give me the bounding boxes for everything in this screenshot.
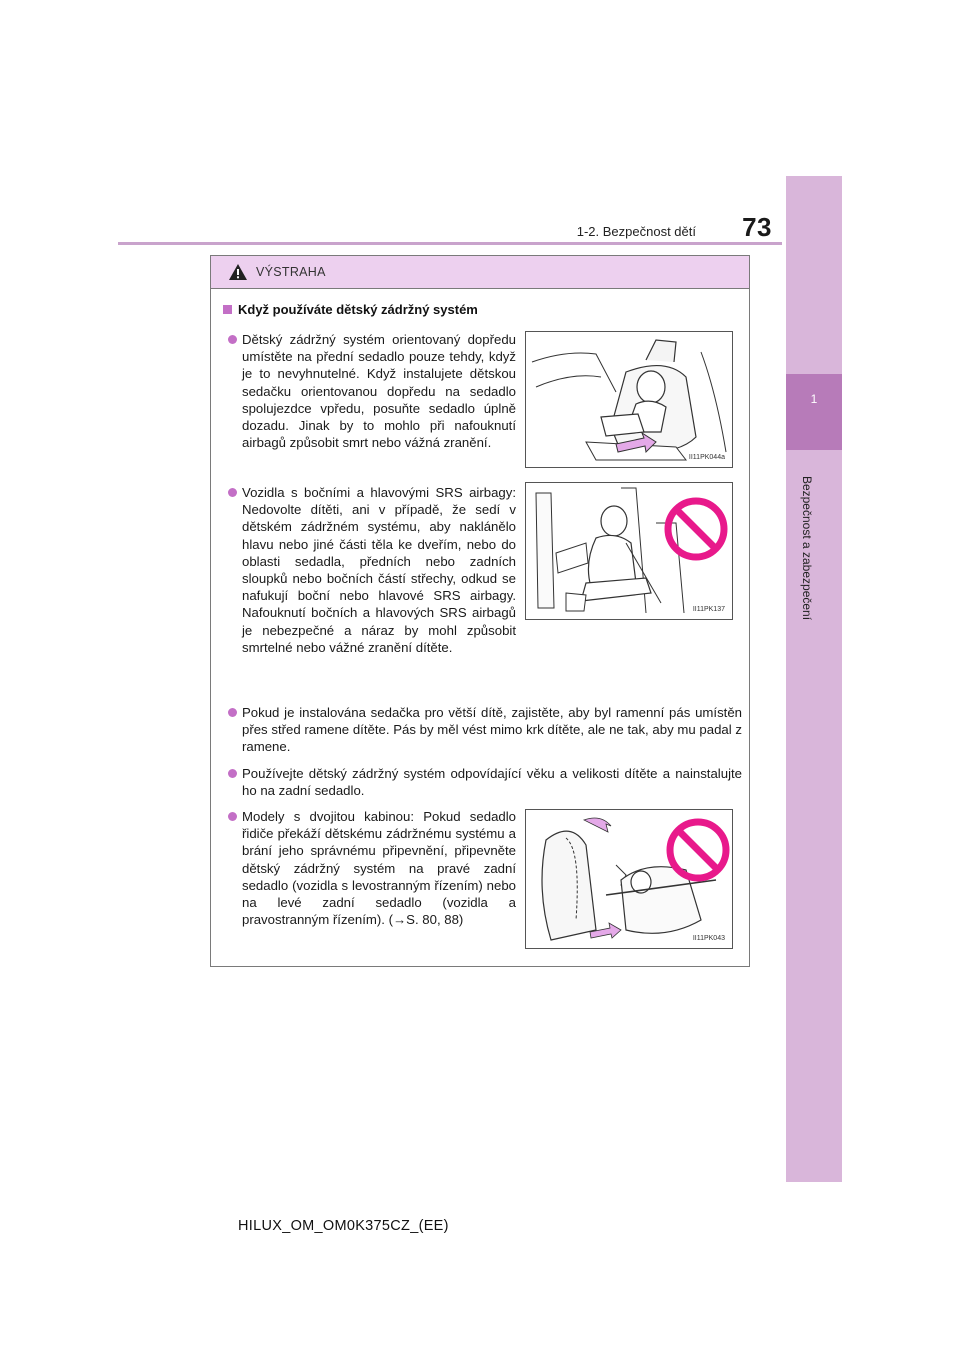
warning-item-text: Pokud je instalována sedačka pro větší dítě, zajistěte, aby byl ramenní pás umístěn přes střed ramene dítěte. Pás by měl vést mimo krk dítěte, ale ne tak, aby mu padal z ramene.: [242, 705, 742, 755]
square-bullet-icon: [223, 305, 232, 314]
warning-subhead: [223, 302, 478, 317]
bullet-icon: [228, 769, 237, 778]
page-number: 73: [742, 212, 772, 242]
bullet-icon: [228, 812, 237, 821]
figure-side-airbag-child: [525, 482, 733, 620]
warning-item-text: Dětský zádržný systém orientovaný dopředu umístěte na přední sedadlo pouze tehdy, když je to nevyhnutelné. Když instalujete dětskou sedačku orientovanou dopředu na sedadlo spolujezdce vpředu, posuňte sedadlo úplně dozadu. Jinak by to mohlo při nafouknutí airbagů způsobit smrt nebo vážná zranění.: [242, 332, 516, 451]
section-title: 1-2. Bezpečnost dětí: [576, 224, 696, 239]
figure-double-cab-seat: [525, 809, 733, 949]
bullet-icon: [228, 335, 237, 344]
chapter-title: Bezpečnost a zabezpečení: [800, 475, 814, 621]
warning-label: VÝSTRAHA: [256, 265, 326, 279]
warning-triangle-icon: [228, 263, 248, 281]
side-airbag-illustration: [526, 483, 732, 619]
header-rule: [118, 242, 782, 245]
bullet-icon: [228, 488, 237, 497]
warning-item-text: Modely s dvojitou kabinou: Pokud sedadlo řidiče překáží dětskému zádržnému systému a brání jeho správnému připevnění, připevněte dětský zádržný systém na pravé zadní sedadlo (vozidla s levostranným řízením) nebo na levé zadní sedadlo (vozidla a pravostranným řízením). (→S. 80, 88): [242, 809, 516, 928]
figure-id: II11PK044a: [688, 454, 725, 461]
warning-item-text: Vozidla s bočními a hlavovými SRS airbagy: Nedovolte dítěti, ani v případě, že sedí v dětském zádržném systému, aby naklánělo hlavu nebo jiné části těla ke dveřím, nebo do oblasti sedadla, předních nebo zadních sloupků nebo bočních částí střechy, odkud se nafukují boční nebo hlavové SRS airbagy. Nafouknutí bočních a hlavových SRS airbagů je nebezpečné a náraz by mohl způsobit smrtelné nebo vážné zranění dítěte.: [242, 485, 516, 655]
warning-box: [210, 255, 750, 967]
warning-subhead-text: Když používáte dětský zádržný systém: [238, 302, 478, 317]
warning-item: [242, 808, 516, 928]
figure-front-seat-child-seat: [525, 331, 733, 468]
warning-item: [242, 331, 516, 451]
warning-item: [242, 765, 742, 799]
figure-id: II11PK043: [692, 935, 725, 942]
warning-item: [242, 484, 516, 656]
warning-header: [211, 256, 749, 289]
chapter-number-tab: [786, 374, 842, 450]
warning-item-text: Používejte dětský zádržný systém odpovídající věku a velikosti dítěte a nainstalujte ho na zadní sedadlo.: [242, 766, 742, 799]
chapter-number: 1: [810, 392, 818, 406]
double-cab-illustration: [526, 810, 732, 948]
chapter-side-tab: [786, 176, 842, 1182]
bullet-icon: [228, 708, 237, 717]
document-code: HILUX_OM_OM0K375CZ_(EE): [238, 1218, 449, 1234]
child-seat-front-illustration: [526, 332, 732, 467]
warning-item: [242, 704, 742, 756]
figure-id: II11PK137: [692, 606, 725, 613]
